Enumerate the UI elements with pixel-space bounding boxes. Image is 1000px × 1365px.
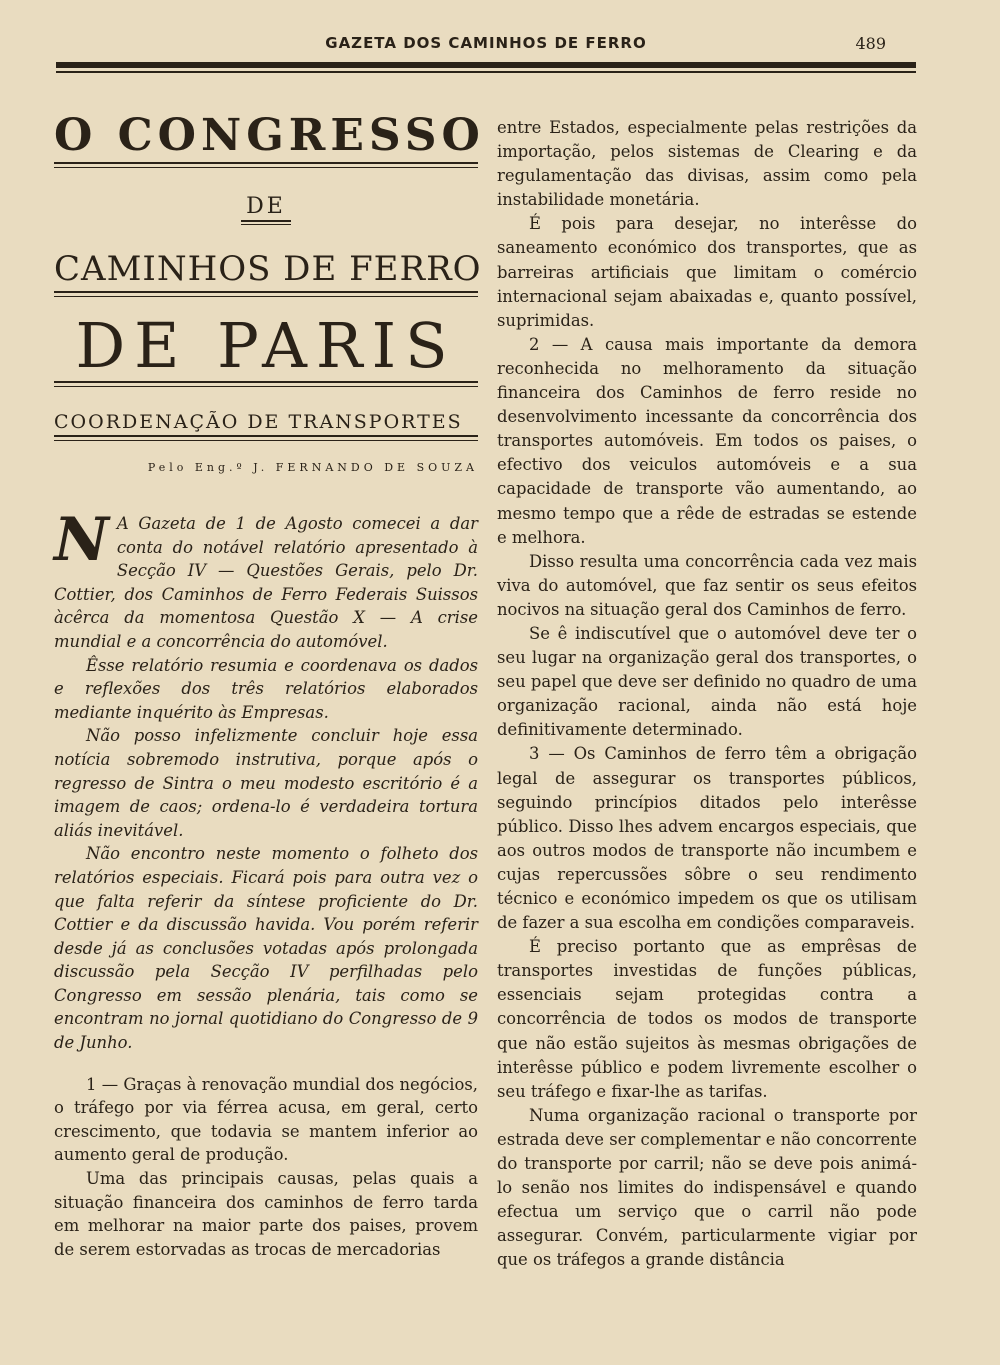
body-paragraph: entre Estados, especialmente pelas restrições da importação, pelos sistemas de Clearing e da regulamentação das divisas, assim como pela instabilidade monetária.	[497, 118, 917, 210]
right-column	[497, 116, 917, 1273]
body-paragraph: Se ê indiscutível que o automóvel deve ter o seu lugar na organização geral dos transportes, o seu papel que deve ser definido no quadro de uma organização racional, ainda não está hoje definitivamente determinado.	[497, 623, 917, 740]
intro-paragraph	[54, 505, 478, 654]
intro-paragraph: Não posso infelizmente concluir hoje essa notícia sobremodo instrutiva, porque após o regresso de Sintra o meu modesto escritório é a imagem de caos; ordena-lo é verdadeira tortura aliás inevitável.	[54, 726, 478, 840]
body-paragraph: Numa organização racional o transporte por estrada deve ser complementar e não concorrente do transporte por carril; não se deve pois animá-lo senão nos limites do indispensável e quando efectua um serviço que o carril não pode assegurar. Convém, particularmente vigiar por que os tráfegos a grande distância	[497, 1105, 917, 1270]
title-line-2: DE	[246, 194, 286, 219]
header-rule-thin	[56, 71, 916, 73]
intro-paragraph: Não encontro neste momento o folheto dos relatórios especiais. Ficará pois para outra vez o que falta referir da síntese proficiente do Dr. Cottier e da discussão havida. Vou porém referir desde já as conclusões votadas após prolongada discussão pela Secção IV perfilhadas pelo Congresso em sessão plenária, tais como se encontram no jornal quotidiano do Congresso de 9 de Junho.	[54, 844, 478, 1053]
intro-italic-text	[54, 505, 478, 1055]
page-number: 489	[855, 34, 886, 53]
title-rule-1	[54, 162, 478, 168]
body-paragraph: Uma das principais causas, pelas quais a situação financeira dos caminhos de ferro tarda em melhorar na maior parte dos paises, provem de serem estorvadas as trocas de mercadorias	[54, 1169, 478, 1259]
intro-paragraph: Êsse relatório resumia e coordenava os dados e reflexões dos três relatórios elaborados mediante inquérito às Empresas.	[54, 655, 478, 722]
title-rule-2	[241, 220, 291, 225]
title-line-1: O CONGRESSO	[54, 110, 485, 161]
left-column	[54, 110, 485, 1261]
article-title-block	[54, 110, 485, 474]
intro-paragraph-text: A Gazeta de 1 de Agosto comecei a dar conta do notável relatório apresentado à Secção IV — Questões Gerais, pelo Dr. Cottier, dos Caminhos de Ferro Federais Suissos àcêrca da momentosa Questão X — A crise mundial e a concorrência do automóvel.	[54, 514, 478, 651]
title-rule-3	[54, 291, 478, 297]
subtitle-rule	[54, 435, 478, 441]
body-paragraph: 1 — Graças à renovação mundial dos negócios, o tráfego por via férrea acusa, em geral, certo crescimento, que todavia se mantem inferior ao aumento geral de produção.	[54, 1074, 478, 1165]
title-line-4: DE PARIS	[75, 309, 457, 382]
article-byline: Pelo Eng.º J. FERNANDO DE SOUZA	[147, 461, 478, 474]
page-header	[56, 34, 916, 58]
article-subtitle: COORDENAÇÃO DE TRANSPORTES	[54, 411, 463, 433]
body-paragraph: 3 — Os Caminhos de ferro têm a obrigação legal de assegurar os transportes públicos, seguindo princípios ditados pelo interêsse público. Disso lhes advem encargos especiais, que aos outros modos de transporte não incumbem e cujas repercussões sôbre o seu rendimento técnico e económico impedem os que os utilisam de fazer a sua escolha em condições comparaveis.	[497, 744, 917, 933]
journal-title: GAZETA DOS CAMINHOS DE FERRO	[325, 34, 647, 52]
drop-cap: N	[54, 505, 109, 575]
header-rule-thick	[56, 62, 916, 68]
body-paragraph: É preciso portanto que as emprêsas de transportes investidas de funções públicas, essenciais sejam protegidas contra a concorrência de todos os modos de transporte que não estão sujeitos às mesmas obrigações de interêsse público e podem livremente escolher o seu tráfego e fixar-lhe as tarifas.	[497, 937, 917, 1101]
body-paragraph: 2 — A causa mais importante da demora reconhecida no melhoramento da situação financeira dos Caminhos de ferro reside no desenvolvimento incessante da concorrência dos transportes automóveis. Em todos os paises, o efectivo dos veiculos automóveis e a sua capacidade de transporte vão aumentando, ao mesmo tempo que a rêde de estradas se estende e melhora.	[497, 334, 917, 547]
body-text-left	[54, 1073, 478, 1262]
body-paragraph: É pois para desejar, no interêsse do saneamento económico dos transportes, que as barreiras artificiais que limitam o comércio internacional sejam abaixadas e, quanto possível, suprimidas.	[497, 214, 917, 330]
title-line-3: CAMINHOS DE FERRO	[54, 249, 482, 289]
body-paragraph: Disso resulta uma concorrência cada vez mais viva do automóvel, que faz sentir os seus efeitos nocivos na situação geral dos Caminhos de ferro.	[497, 551, 917, 619]
